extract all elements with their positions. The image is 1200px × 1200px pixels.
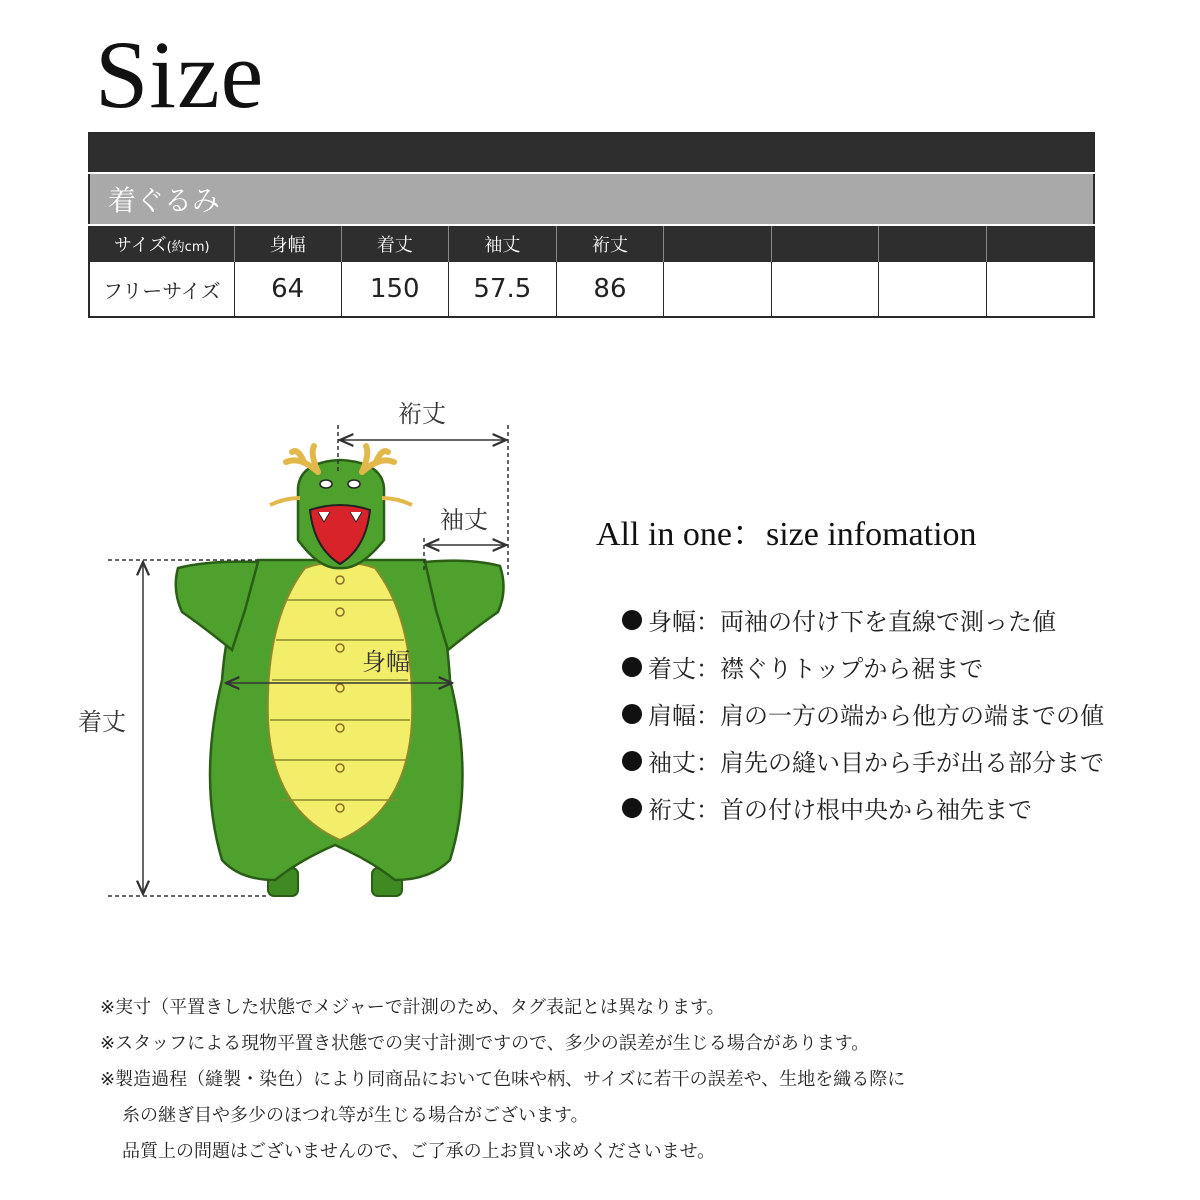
label-sode: 袖丈 (440, 506, 488, 534)
right-whisker (382, 498, 412, 505)
row-label: フリーサイズ (89, 262, 234, 317)
label-kitake: 着丈 (78, 708, 126, 736)
info-item (622, 643, 1104, 690)
belly-panel (268, 562, 412, 840)
notes-list (100, 988, 905, 1168)
bullet-icon (622, 610, 642, 630)
note-line: ※実寸（平置きした状態でメジャーで計測のため、タグ表記とは異なります。 (100, 997, 725, 1018)
info-item (622, 784, 1104, 831)
info-item (622, 737, 1104, 784)
bullet-icon (622, 704, 642, 724)
left-horn (286, 446, 318, 472)
note-line: ※スタッフによる現物平置き状態での実寸計測ですので、多少の誤差が生じる場合があります。 (100, 1033, 870, 1054)
note-line: ※製造過程（縫製・染色）により同商品において色味や柄、サイズに若干の誤差や、生地を織る際に (100, 1069, 906, 1090)
category-label: 着ぐるみ (89, 173, 1094, 225)
right-horn (362, 446, 394, 472)
info-item-text: 身幅：両袖の付け下を直線で測った値 (648, 608, 1056, 636)
bullet-icon (622, 798, 642, 818)
note-line: 品質上の問題はございませんので、ご了承の上お買い求めくださいませ。 (122, 1141, 716, 1162)
info-item (622, 596, 1104, 643)
header-size-label: サイズ (114, 235, 167, 256)
label-mihaba: 身幅 (362, 648, 410, 676)
left-eye (320, 480, 332, 488)
note-line: 糸の継ぎ目や多少のほつれ等が生じる場合がございます。 (122, 1105, 589, 1126)
value-cell: 86 (556, 262, 663, 317)
info-item-text: 肩幅：肩の一方の端から他方の端までの値 (648, 702, 1104, 730)
header-cell: 着丈 (341, 225, 448, 262)
bullet-icon (622, 751, 642, 771)
info-item-text: 着丈：襟ぐりトップから裾まで (648, 655, 984, 683)
bullet-icon (622, 657, 642, 677)
left-whisker (270, 498, 300, 505)
label-yuki: 裄丈 (398, 400, 446, 428)
value-cell: 64 (234, 262, 341, 317)
info-item-text: 袖丈：肩先の縫い目から手が出る部分まで (648, 749, 1104, 777)
right-eye (348, 480, 360, 488)
info-item (622, 690, 1104, 737)
header-cell: 袖丈 (448, 225, 556, 262)
header-unit: (約cm) (166, 240, 210, 255)
header-cell: 身幅 (234, 225, 341, 262)
value-cell: 57.5 (448, 262, 556, 317)
info-list (622, 596, 1104, 831)
page-title: Size (95, 21, 265, 128)
header-cell: 裄丈 (556, 225, 663, 262)
info-item-text: 裄丈：首の付け根中央から袖先まで (648, 796, 1032, 824)
info-title: All in one：size infomation (596, 516, 977, 553)
value-cell: 150 (341, 262, 448, 317)
